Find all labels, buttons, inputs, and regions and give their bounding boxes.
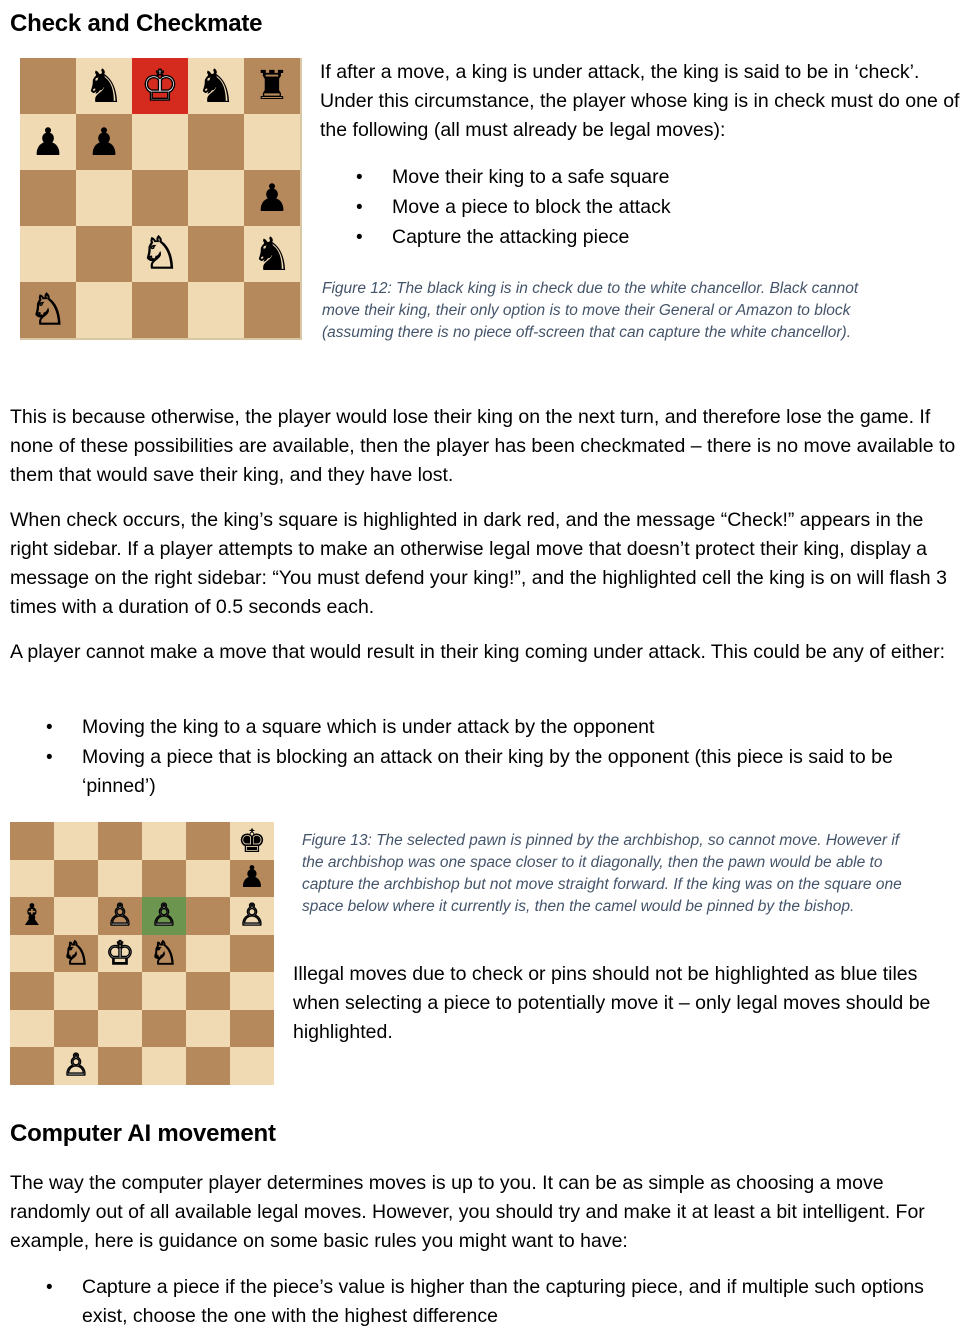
board-square bbox=[230, 972, 274, 1010]
list-item bbox=[320, 163, 940, 193]
board-square bbox=[186, 972, 230, 1010]
selected-square bbox=[142, 897, 186, 935]
heading-computer-ai-movement: Computer AI movement bbox=[10, 1120, 276, 1147]
board-square bbox=[230, 822, 274, 860]
white-pawn-icon: ♙ bbox=[238, 897, 266, 933]
figure-12-caption: Figure 12: The black king is in check due to the white chancellor. Black cannot move their king, their only option is to move their General or Amazon to block (assuming there is no piece off-screen that can capture the white chancellor). bbox=[322, 280, 859, 341]
list-item-text: Moving a piece that is blocking an attack on their king by the opponent (this piece is said to be ‘pinned’) bbox=[82, 746, 893, 797]
check-square bbox=[132, 58, 188, 114]
figure-13-caption: Figure 13: The selected pawn is pinned by the archbishop, so cannot move. However if the archbishop was one space closer to it diagonally, then the pawn would be able to capture the archbishop but not move straight forward. If the king was on the square one space below where it currently is, then the camel would be pinned by the bishop. bbox=[302, 832, 902, 915]
black-general-icon: ♞ bbox=[195, 59, 237, 113]
board-square bbox=[10, 897, 54, 935]
black-king-icon: ♚ bbox=[237, 822, 267, 860]
bullet: • bbox=[46, 1277, 53, 1298]
black-camel-icon: ♜ bbox=[254, 63, 290, 109]
illegal-cases-list bbox=[10, 713, 950, 801]
board-square bbox=[186, 935, 230, 973]
board-square bbox=[54, 822, 98, 860]
board-square bbox=[98, 897, 142, 935]
black-general-icon: ♞ bbox=[251, 227, 293, 281]
paragraph-highlight-legal-moves: Illegal moves due to check or pins should not be highlighted as blue tiles when selecting a piece to potentially move it – only legal moves should be highlighted. bbox=[293, 963, 931, 1043]
board-square bbox=[186, 860, 230, 898]
board-square bbox=[98, 860, 142, 898]
list-item bbox=[10, 1273, 960, 1331]
board-square bbox=[10, 822, 54, 860]
board-square bbox=[142, 1047, 186, 1085]
board-square bbox=[54, 897, 98, 935]
board-square bbox=[54, 1047, 98, 1085]
list-item-text: Move a piece to block the attack bbox=[392, 196, 671, 218]
board-square bbox=[244, 170, 300, 226]
board-square bbox=[76, 58, 132, 114]
board-square bbox=[132, 282, 188, 338]
bullet: • bbox=[46, 747, 53, 768]
board-square bbox=[244, 282, 300, 338]
board-square bbox=[188, 226, 244, 282]
board-square bbox=[230, 935, 274, 973]
board-square bbox=[98, 935, 142, 973]
board-square bbox=[244, 58, 300, 114]
paragraph-ai-intro: The way the computer player determines moves is up to you. It can be as simple as choosing a move randomly out of all available legal moves. However, you should try and make it at least a bit intelligent. For example, here is guidance on some basic rules you might want to have: bbox=[10, 1172, 925, 1252]
board-square bbox=[54, 1010, 98, 1048]
board-square bbox=[230, 1010, 274, 1048]
paragraph-checkmate: This is because otherwise, the player would lose their king on the next turn, and therefore lose the game. If none of these possibilities are available, then the player has been checkmated – there is no move available to them that would save their king, and they have lost. bbox=[10, 406, 956, 486]
white-king-icon: ♔ bbox=[105, 934, 135, 972]
board-square bbox=[76, 226, 132, 282]
board-square bbox=[188, 114, 244, 170]
board-square bbox=[76, 170, 132, 226]
heading-check-and-checkmate: Check and Checkmate bbox=[10, 10, 263, 37]
board-square bbox=[76, 282, 132, 338]
black-pawn-icon: ♟ bbox=[30, 120, 66, 164]
list-item-text: Capture the attacking piece bbox=[392, 226, 630, 248]
white-general-icon: ♘ bbox=[149, 934, 179, 972]
black-pawn-icon: ♟ bbox=[86, 120, 122, 164]
board-square bbox=[244, 114, 300, 170]
board-square bbox=[188, 170, 244, 226]
list-item-text: Moving the king to a square which is under attack by the opponent bbox=[82, 716, 655, 738]
white-pawn-icon: ♙ bbox=[150, 897, 178, 933]
board-square bbox=[186, 897, 230, 935]
bullet: • bbox=[356, 167, 363, 188]
black-pawn-icon: ♟ bbox=[238, 860, 266, 896]
black-pawn-icon: ♟ bbox=[254, 176, 290, 220]
check-intro-paragraph: If after a move, a king is under attack, the king is said to be in ‘check’. Under this circumstance, the player whose king is in check must do one of the following (all must already be legal moves): bbox=[320, 61, 960, 141]
board-square bbox=[54, 860, 98, 898]
board-square bbox=[230, 860, 274, 898]
bullet: • bbox=[356, 197, 363, 218]
white-camel-icon: ♘ bbox=[61, 934, 91, 972]
board-square bbox=[142, 935, 186, 973]
check-options-list bbox=[320, 163, 940, 253]
board-square bbox=[20, 226, 76, 282]
board-square bbox=[98, 822, 142, 860]
board-square bbox=[10, 972, 54, 1010]
board-square bbox=[142, 860, 186, 898]
board-square bbox=[188, 58, 244, 114]
board-square bbox=[20, 58, 76, 114]
board-square bbox=[76, 114, 132, 170]
board-square bbox=[244, 226, 300, 282]
board-square bbox=[54, 935, 98, 973]
black-king-icon: ♔ bbox=[141, 61, 179, 110]
board-square bbox=[186, 1047, 230, 1085]
ai-rules-list bbox=[10, 1273, 960, 1331]
white-pawn-icon: ♙ bbox=[62, 1047, 90, 1083]
white-pawn-icon: ♙ bbox=[106, 897, 134, 933]
board-square bbox=[20, 114, 76, 170]
list-item bbox=[10, 713, 950, 742]
board-square bbox=[142, 822, 186, 860]
board-square bbox=[132, 114, 188, 170]
list-item bbox=[320, 223, 940, 253]
board-square bbox=[10, 1047, 54, 1085]
board-square bbox=[54, 972, 98, 1010]
board-square bbox=[98, 972, 142, 1010]
board-square bbox=[98, 1047, 142, 1085]
white-camel-icon: ♘ bbox=[29, 285, 67, 334]
bullet: • bbox=[356, 227, 363, 248]
list-item bbox=[320, 193, 940, 223]
board-square bbox=[98, 1010, 142, 1048]
paragraph-illegal-moves: A player cannot make a move that would result in their king coming under attack. This could be any of either: bbox=[10, 641, 946, 663]
board-square bbox=[186, 822, 230, 860]
board-square bbox=[20, 282, 76, 338]
board-square bbox=[188, 282, 244, 338]
paragraph-check-highlight: When check occurs, the king’s square is highlighted in dark red, and the message “Check!” appears in the right sidebar. If a player attempts to make an otherwise legal move that doesn’t protect their king, display a message on the right sidebar: “You must defend your king!”, and the highlighted cell the king is on will flash 3 times with a duration of 0.5 seconds each. bbox=[10, 509, 947, 618]
board-square bbox=[186, 1010, 230, 1048]
bullet: • bbox=[46, 717, 53, 738]
figure-12-board bbox=[20, 58, 302, 340]
list-item-text: Capture a piece if the piece’s value is higher than the capturing piece, and if multiple such options exist, choose the one with the highest difference bbox=[82, 1276, 924, 1327]
black-amazon-icon: ♞ bbox=[83, 59, 125, 113]
board-square bbox=[132, 226, 188, 282]
list-item-text: Move their king to a safe square bbox=[392, 166, 670, 188]
list-item bbox=[10, 743, 950, 801]
board-square bbox=[132, 170, 188, 226]
board-square bbox=[20, 170, 76, 226]
board-square bbox=[142, 1010, 186, 1048]
board-square bbox=[10, 935, 54, 973]
board-square bbox=[142, 972, 186, 1010]
white-chancellor-icon: ♘ bbox=[140, 228, 180, 279]
board-square bbox=[10, 1010, 54, 1048]
board-square bbox=[230, 897, 274, 935]
figure-13-board bbox=[10, 822, 274, 1085]
black-archbishop-icon: ♝ bbox=[18, 897, 46, 933]
board-square bbox=[10, 860, 54, 898]
board-square bbox=[230, 1047, 274, 1085]
